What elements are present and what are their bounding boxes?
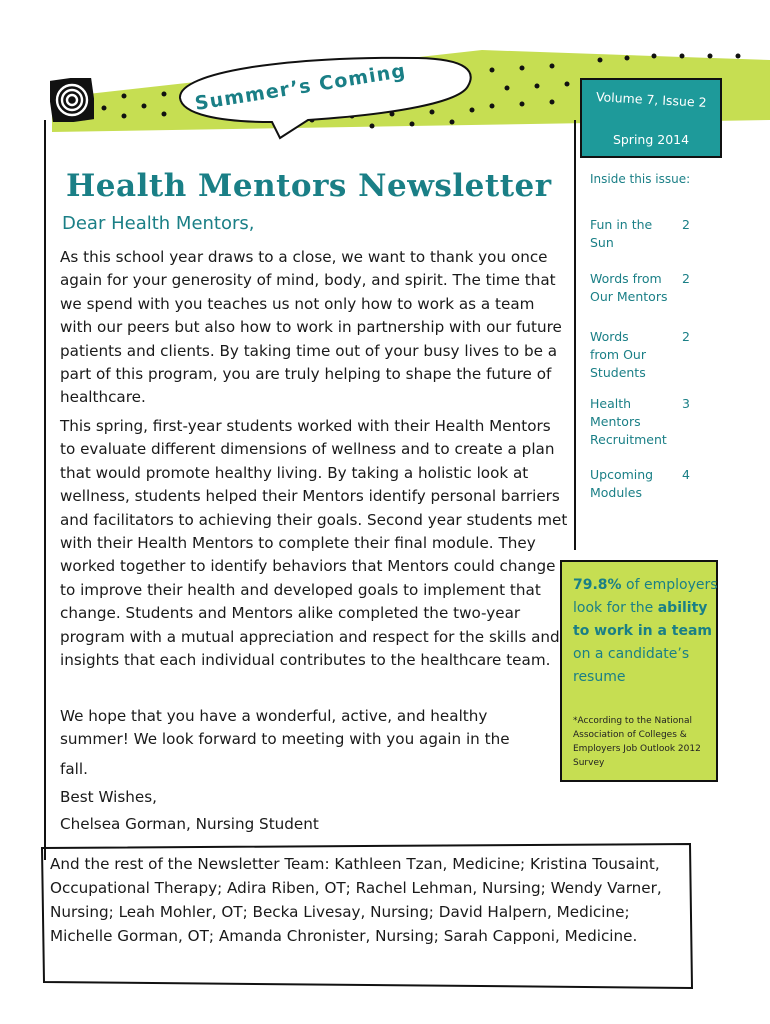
- toc-item-page: 2: [682, 217, 690, 232]
- toc-item-upcoming-modules[interactable]: [590, 466, 710, 502]
- summer-paragraph-end: fall.: [60, 760, 88, 778]
- toc-item-label: Words from Our Mentors: [590, 271, 668, 304]
- spring-paragraph: This spring, first-year students worked with their Health Mentors to evaluate different dimensions of wellness and to create a plan that would promote healthy living. By taking a holistic look at wellness, students helped their Mentors identify personal barriers and facilitators to achieving their goals. Second year students met with their Health Mentors to complete their final module. They worked together to identify behaviors that Mentors could change to improve their health and developed goals to implement that change. Students and Mentors alike completed the two-year program with a mutual appreciation and respect for the skills and insights that each individual contributes to the healthcare team.: [60, 417, 568, 670]
- toc-item-fun-in-the-sun[interactable]: [590, 216, 710, 252]
- toc-item-recruitment[interactable]: [590, 395, 710, 449]
- employer-stat-box: [560, 560, 718, 782]
- toc-title: Inside this issue:: [590, 172, 691, 186]
- toc-item-label: Health Mentors Recruitment: [590, 396, 667, 447]
- toc-item-words-from-students[interactable]: [590, 328, 710, 382]
- svg-text:Summer’s Coming: Summer’s Coming: [193, 59, 408, 115]
- toc-item-label: Upcoming Modules: [590, 467, 654, 500]
- spiral-target-icon: [50, 78, 94, 122]
- toc-item-words-from-mentors[interactable]: [590, 270, 710, 306]
- intro-paragraph: As this school year draws to a close, we want to thank you once again for your generosity of mind, body, and spirit. The time that we spend with you teaches us not only how to work as a team with our peers but also how to work in partnership with our future patients and clients. By taking time out of your busy lives to be a part of this program, you are truly helping to shape the future of healthcare.: [60, 248, 562, 407]
- stat-text: [573, 574, 723, 689]
- issue-info-box: [580, 78, 722, 158]
- column-divider: [574, 120, 576, 550]
- stat-footnote: *According to the National Association of Colleges & Employers Job Outlook 2012 Survey: [573, 716, 701, 768]
- toc-item-page: 2: [682, 329, 690, 344]
- stat-percent: 79.8%: [573, 577, 622, 593]
- salutation: Dear Health Mentors,: [62, 213, 255, 234]
- volume-label: Volume 7, Issue 2: [595, 89, 707, 110]
- summer-paragraph: We hope that you have a wonderful, active, and healthy summer! We look forward to meeting with you again in the: [60, 707, 510, 749]
- stat-text-1: of employers look for the: [573, 577, 718, 616]
- toc-item-label: Words from Our Students: [590, 329, 646, 380]
- toc-item-page: 4: [682, 467, 690, 482]
- toc-item-page: 2: [682, 271, 690, 286]
- stat-text-2: on a candidate’s resume: [573, 646, 690, 685]
- team-credits: And the rest of the Newsletter Team: Kathleen Tzan, Medicine; Kristina Tousaint, Occupational Therapy; Adira Riben, OT; Rachel Lehman, Nursing; Wendy Varner, Nursing; Leah Mohler, OT; Becka Livesay, Nursing; David Halpern, Medicine; Michelle Gorman, OT; Amanda Chronister, Nursing; Sarah Capponi, Medicine.: [50, 855, 662, 945]
- stat-highlight: ability to work in a team: [573, 600, 713, 639]
- signer: Chelsea Gorman, Nursing Student: [60, 815, 319, 833]
- season-label: Spring 2014: [612, 132, 690, 147]
- closing: Best Wishes,: [60, 788, 157, 806]
- toc-item-label: Fun in the Sun: [590, 217, 653, 250]
- newsletter-title: Health Mentors Newsletter: [66, 168, 552, 204]
- toc-item-page: 3: [682, 396, 690, 411]
- bubble-heading: [192, 58, 462, 118]
